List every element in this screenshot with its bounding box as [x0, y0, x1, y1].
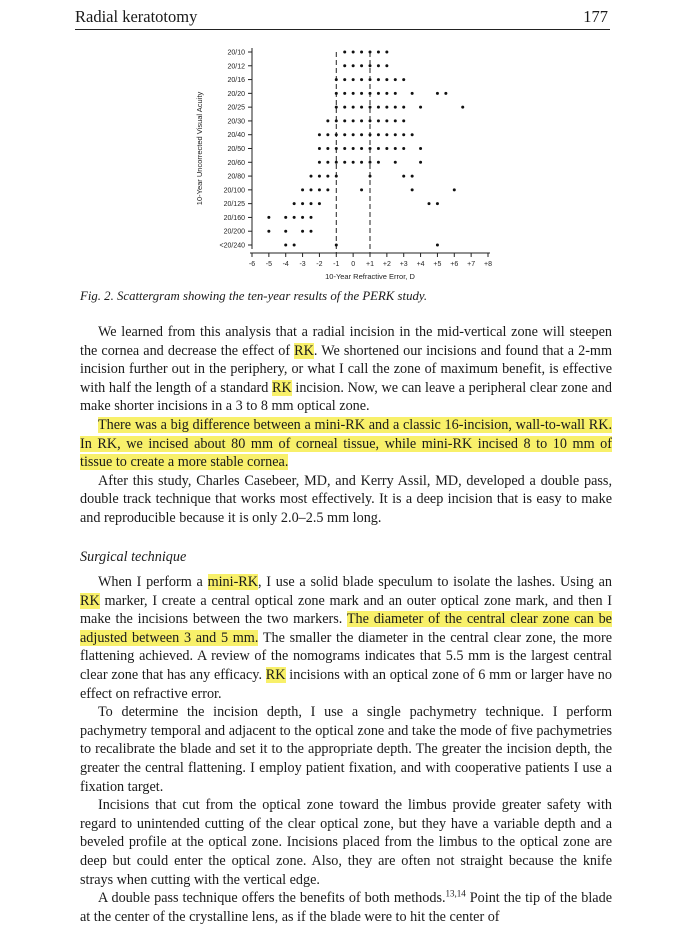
x-tick-label: +7 — [467, 261, 476, 268]
x-tick-label: -6 — [248, 261, 256, 268]
y-tick-label: 20/125 — [223, 201, 245, 209]
data-point — [369, 119, 372, 122]
data-point — [377, 133, 380, 136]
data-point — [360, 106, 363, 109]
data-point — [377, 161, 380, 164]
y-tick-label: 20/50 — [227, 146, 245, 153]
data-point — [428, 202, 431, 205]
data-point — [310, 175, 313, 178]
data-point — [335, 78, 338, 81]
data-point — [352, 119, 355, 122]
data-point — [335, 244, 338, 247]
data-point — [343, 147, 346, 150]
data-point — [402, 78, 405, 81]
data-point — [369, 51, 372, 54]
data-point — [352, 161, 355, 164]
data-point — [335, 175, 338, 178]
y-tick-label: 20/12 — [227, 63, 245, 71]
data-point — [385, 133, 388, 136]
x-axis-label: 10-Year Refractive Error, D — [325, 272, 415, 280]
data-point — [385, 147, 388, 150]
x-tick-label: 0 — [351, 261, 356, 268]
data-point — [385, 119, 388, 122]
data-point — [352, 106, 355, 109]
data-point — [318, 133, 321, 136]
data-point — [326, 188, 329, 191]
data-point — [326, 175, 329, 178]
text-run: A double pass technique offers the benefits of both methods. — [98, 890, 446, 907]
x-tick-label: +8 — [484, 261, 492, 268]
citation-superscript: 13,14 — [445, 888, 466, 899]
data-point — [360, 92, 363, 95]
data-point — [343, 64, 346, 67]
highlighted-text: There was a big difference between a mini-RK and a classic 16-incision, wall-to-wall RK. In RK, we incised about 80 mm of corneal tissue, while mini-RK incised 8 to 10 mm of tissue to create a more stable cornea. — [80, 416, 612, 471]
data-point — [377, 64, 380, 67]
text-run: incisions with an optical zone of 6 mm or larger have no effect on refractive error. — [80, 666, 612, 702]
data-point — [310, 216, 313, 219]
text-run: incision. Now, we can leave a peripheral clear zone and make shorter incisions in a 3 to 8 mm optical zone. — [80, 379, 612, 415]
paragraph — [80, 573, 612, 703]
text-run: When I perform a — [98, 574, 208, 590]
data-point — [352, 78, 355, 81]
data-point — [326, 147, 329, 150]
data-point — [394, 147, 397, 150]
data-point — [284, 244, 287, 247]
highlighted-text: RK — [294, 342, 314, 359]
caption-text: Scattergram showing the ten-year results of the PERK study. — [116, 289, 428, 303]
data-point — [394, 119, 397, 122]
y-tick-label: <20/240 — [219, 242, 245, 250]
data-point — [394, 78, 397, 81]
data-point — [293, 202, 296, 205]
paragraph — [80, 472, 612, 528]
x-tick-label: +4 — [416, 261, 425, 268]
data-point — [369, 78, 372, 81]
data-point — [411, 92, 414, 95]
y-tick-label: 20/160 — [223, 214, 245, 222]
data-point — [419, 147, 422, 150]
page-number: 177 — [583, 7, 608, 26]
text-run: . We shortened our incisions and found that a 2-mm incision further out in the periphery, or what I call the zone of maximum benefit, is effective with half the length of a standard — [80, 342, 612, 396]
data-point — [419, 161, 422, 164]
paragraph — [80, 796, 612, 889]
running-title: Radial keratotomy — [75, 7, 198, 26]
data-point — [394, 133, 397, 136]
data-point — [385, 106, 388, 109]
data-point — [352, 147, 355, 150]
y-tick-label: 20/40 — [227, 132, 245, 140]
text-run: After this study, Charles Casebeer, MD, and Kerry Assil, MD, developed a double pass, double track technique that works most effectively. It is a deep incision that is easy to make and reproducible because it is only 2.0–2.5 mm long. — [80, 472, 612, 526]
data-point — [385, 92, 388, 95]
data-point — [293, 244, 296, 247]
scatter-chart — [180, 40, 510, 280]
data-point — [326, 161, 329, 164]
data-point — [377, 106, 380, 109]
data-point — [318, 147, 321, 150]
data-point — [318, 175, 321, 178]
text-run: marker, I create a central optical zone mark and an outer optical zone mark, and then I make the incisions between the two markers. — [80, 592, 612, 628]
data-point — [352, 92, 355, 95]
x-tick-label: -4 — [282, 261, 289, 268]
x-tick-label: +1 — [366, 261, 374, 268]
data-point — [343, 133, 346, 136]
data-point — [369, 175, 372, 178]
highlighted-text: The diameter of the central clear zone can be adjusted between 3 and 5 mm. — [80, 611, 612, 646]
data-point — [326, 119, 329, 122]
data-point — [385, 64, 388, 67]
y-tick-label: 20/60 — [227, 159, 245, 167]
data-point — [310, 230, 313, 233]
data-point — [335, 106, 338, 109]
data-point — [326, 133, 329, 136]
data-point — [402, 133, 405, 136]
data-point — [411, 175, 414, 178]
section-heading: Surgical technique — [80, 549, 187, 565]
paragraph — [80, 323, 612, 416]
x-tick-label: -3 — [299, 261, 306, 268]
data-point — [335, 92, 338, 95]
x-tick-label: -2 — [316, 261, 323, 268]
data-point — [360, 188, 363, 191]
data-point — [335, 147, 338, 150]
data-point — [377, 92, 380, 95]
data-point — [310, 188, 313, 191]
highlighted-text: RK — [80, 592, 100, 609]
x-tick-label: +3 — [399, 261, 408, 268]
data-point — [411, 133, 414, 136]
text-run: , I use a solid blade speculum to isolate the lashes. Using an — [258, 574, 612, 590]
data-point — [360, 161, 363, 164]
data-point — [377, 147, 380, 150]
data-point — [377, 51, 380, 54]
y-tick-label: 20/30 — [227, 118, 245, 126]
highlighted-text: mini-RK — [207, 574, 259, 590]
data-point — [377, 119, 380, 122]
data-point — [360, 64, 363, 67]
x-tick-label: +2 — [382, 261, 391, 268]
data-point — [444, 92, 447, 95]
data-point — [402, 175, 405, 178]
data-point — [335, 119, 338, 122]
data-point — [343, 92, 346, 95]
data-point — [343, 161, 346, 164]
x-tick-label: +6 — [450, 261, 459, 268]
data-point — [343, 119, 346, 122]
data-point — [267, 230, 270, 233]
data-point — [377, 78, 380, 81]
data-point — [394, 161, 397, 164]
text-run: Incisions that cut from the optical zone toward the limbus provide greater safety with regard to unintended cutting of the clear optical zone, but they have a variable depth and a beveled profile at the optical zone. Incisions placed from the limbus to the optical zone are deep but could enter the optical zone. Also, they are often not straight because the knife strays when cutting with the vertical edge. — [80, 797, 612, 888]
body-text-top — [80, 323, 612, 528]
data-point — [284, 216, 287, 219]
text-run: The smaller the diameter in the central clear zone, the more flattening achieved. A review of the nomograms indicates that 5.5 mm is the largest central clear zone that has any efficacy. — [80, 629, 612, 683]
data-point — [402, 106, 405, 109]
x-tick-label: -1 — [333, 261, 340, 268]
y-tick-label: 20/10 — [227, 49, 245, 57]
highlighted-text: RK — [272, 379, 292, 396]
x-tick-label: +5 — [433, 261, 442, 268]
data-point — [394, 92, 397, 95]
body-text-bottom — [80, 573, 612, 926]
data-point — [310, 202, 313, 205]
data-point — [343, 51, 346, 54]
data-point — [369, 64, 372, 67]
data-point — [335, 161, 338, 164]
data-point — [318, 188, 321, 191]
running-header — [75, 5, 610, 30]
highlighted-text: RK — [265, 666, 286, 683]
data-point — [301, 230, 304, 233]
y-tick-label: 20/200 — [223, 228, 245, 236]
data-point — [343, 78, 346, 81]
data-point — [318, 161, 321, 164]
data-point — [352, 133, 355, 136]
data-point — [301, 216, 304, 219]
data-point — [369, 106, 372, 109]
data-point — [385, 78, 388, 81]
data-point — [385, 51, 388, 54]
data-point — [293, 216, 296, 219]
data-point — [318, 202, 321, 205]
y-axis-label: 10-Year Uncorrected Visual Acuity — [195, 91, 204, 206]
data-point — [360, 133, 363, 136]
data-point — [402, 119, 405, 122]
data-point — [369, 92, 372, 95]
data-point — [436, 92, 439, 95]
data-point — [352, 64, 355, 67]
data-point — [436, 202, 439, 205]
paragraph — [80, 889, 612, 926]
text-run: We learned from this analysis that a radial incision in the mid-vertical zone will steepen the cornea and decrease the effect of — [80, 324, 612, 359]
text-run: To determine the incision depth, I use a single pachymetry technique. I perform pachymetry temporal and adjacent to the optical zone and take the mode of five pachymetries to recalibrate the blade and set it to the appropriate depth. The greater the incision depth, the greater the central flattening. I employ patient fixation, and with cooperative patients I use a fixation target. — [80, 704, 612, 795]
figure-caption — [80, 289, 427, 304]
y-tick-label: 20/25 — [227, 104, 245, 112]
data-point — [369, 147, 372, 150]
x-tick-label: -5 — [265, 261, 272, 268]
data-point — [411, 188, 414, 191]
data-point — [369, 161, 372, 164]
data-point — [360, 51, 363, 54]
data-point — [453, 188, 456, 191]
y-tick-label: 20/16 — [227, 77, 245, 85]
data-point — [419, 106, 422, 109]
data-point — [369, 133, 372, 136]
text-run: Point the tip of the blade at the center of the crystalline lens, as if the blade were to hit the center of — [80, 890, 612, 925]
y-tick-label: 20/20 — [227, 90, 245, 98]
data-point — [335, 133, 338, 136]
y-tick-label: 20/100 — [223, 187, 245, 195]
data-point — [360, 147, 363, 150]
data-point — [360, 78, 363, 81]
data-point — [343, 106, 346, 109]
data-point — [301, 188, 304, 191]
data-point — [352, 51, 355, 54]
data-point — [436, 244, 439, 247]
paragraph — [80, 703, 612, 796]
paragraph — [80, 416, 612, 472]
data-point — [461, 106, 464, 109]
data-point — [284, 230, 287, 233]
data-point — [301, 202, 304, 205]
data-point — [360, 119, 363, 122]
data-point — [402, 147, 405, 150]
y-tick-label: 20/80 — [227, 173, 245, 181]
data-point — [267, 216, 270, 219]
caption-label: Fig. 2. — [80, 289, 114, 303]
data-point — [394, 106, 397, 109]
